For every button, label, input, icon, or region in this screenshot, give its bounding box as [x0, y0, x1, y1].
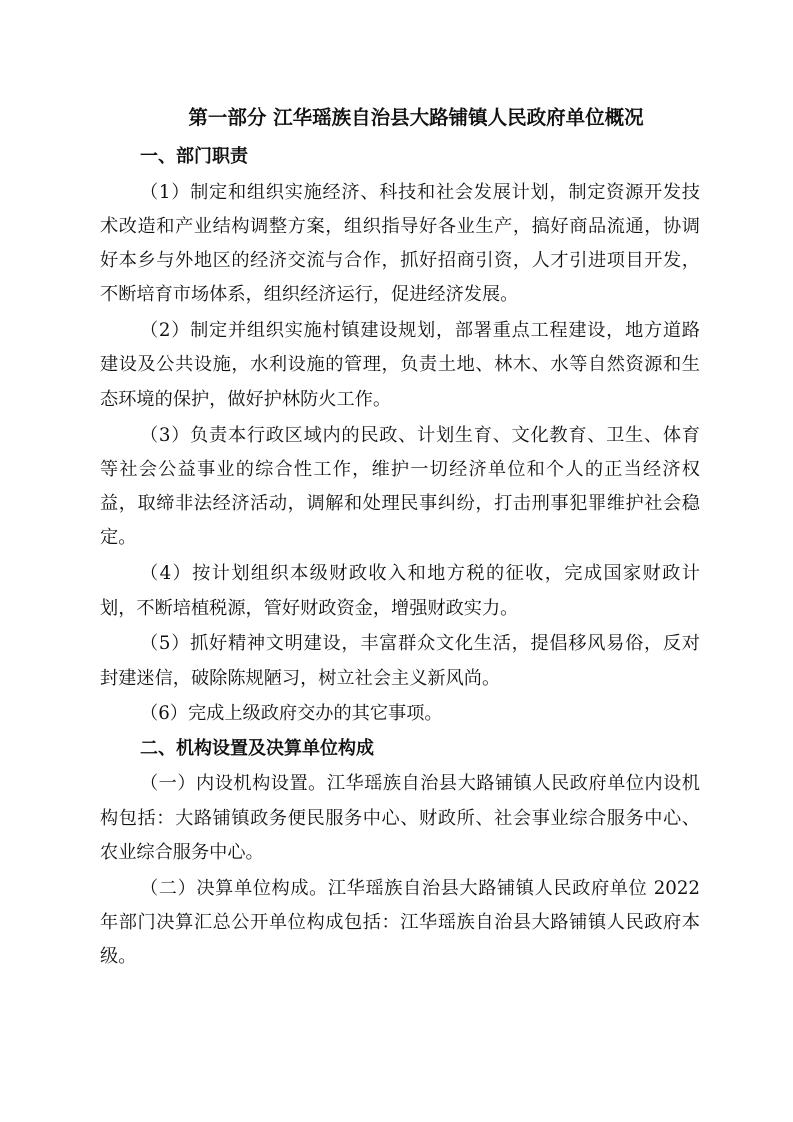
paragraph-duty-3	[100, 419, 700, 556]
paragraph-line: 划，不断培植税源，管好财政资金，增强财政实力。	[100, 597, 519, 619]
paragraph-line: （5）抓好精神文明建设，丰富群众文化生活，提倡移风易俗，反对	[140, 633, 700, 655]
paragraph-line: 不断培育市场体系，组织经济运行，促进经济发展。	[100, 284, 519, 306]
paragraph-line: 封建迷信，破除陈规陋习，树立社会主义新风尚。	[100, 667, 501, 689]
paragraph-line: 构包括：大路铺镇政务便民服务中心、财政所、社会事业综合服务中心、	[100, 807, 700, 829]
paragraph-final-accounts-units	[100, 872, 700, 975]
paragraph-internal-organs	[100, 767, 700, 870]
paragraph-line: 术改造和产业结构调整方案，组织指导好各业生产，搞好商品流通，协调	[100, 215, 700, 237]
paragraph-line: 好本乡与外地区的经济交流与合作，抓好招商引资，人才引进项目开发，	[100, 250, 700, 272]
document-content	[100, 103, 700, 975]
paragraph-line: （3）负责本行政区域内的民政、计划生育、文化教育、卫生、体育	[140, 424, 700, 446]
paragraph-line: （6）完成上级政府交办的其它事项。	[140, 703, 443, 725]
paragraph-line: （二）决算单位构成。江华瑶族自治县大路铺镇人民政府单位 2022	[140, 877, 700, 899]
paragraph-line: （2）制定并组织实施村镇建设规划，部署重点工程建设，地方道路	[140, 320, 700, 342]
paragraph-duty-5	[100, 627, 700, 696]
paragraph-line: 态环境的保护，做好护林防火工作。	[100, 388, 392, 410]
paragraph-line: 级。	[100, 946, 137, 968]
paragraph-line: （4）按计划组织本级财政收入和地方税的征收，完成国家财政计	[140, 563, 700, 585]
paragraph-duty-6	[100, 697, 700, 731]
paragraph-line: 农业综合服务中心。	[100, 841, 264, 863]
section-heading: 一、部门职责	[140, 146, 248, 167]
section-department-duties	[100, 140, 700, 732]
paragraph-line: 建设及公共设施，水利设施的管理，负责土地、林木、水等自然资源和生	[100, 354, 700, 376]
paragraph-duty-2	[100, 314, 700, 417]
paragraph-line: （一）内设机构设置。江华瑶族自治县大路铺镇人民政府单位内设机	[140, 773, 700, 795]
paragraph-line: 等社会公益事业的综合性工作，维护一切经济单位和个人的正当经济权	[100, 458, 700, 480]
section-organization-structure	[100, 732, 700, 975]
paragraph-duty-4	[100, 557, 700, 626]
paragraph-line: 定。	[100, 527, 137, 549]
paragraph-line: 年部门决算汇总公开单位构成包括：江华瑶族自治县大路铺镇人民政府本	[100, 911, 700, 933]
paragraph-duty-1	[100, 176, 700, 313]
paragraph-line: 益，取缔非法经济活动，调解和处理民事纠纷，打击刑事犯罪维护社会稳	[100, 493, 700, 515]
section-heading: 二、机构设置及决算单位构成	[140, 737, 374, 759]
document-title: 第一部分 江华瑶族自治县大路铺镇人民政府单位概况	[188, 106, 644, 129]
paragraph-line: （1）制定和组织实施经济、科技和社会发展计划，制定资源开发技	[140, 181, 700, 203]
